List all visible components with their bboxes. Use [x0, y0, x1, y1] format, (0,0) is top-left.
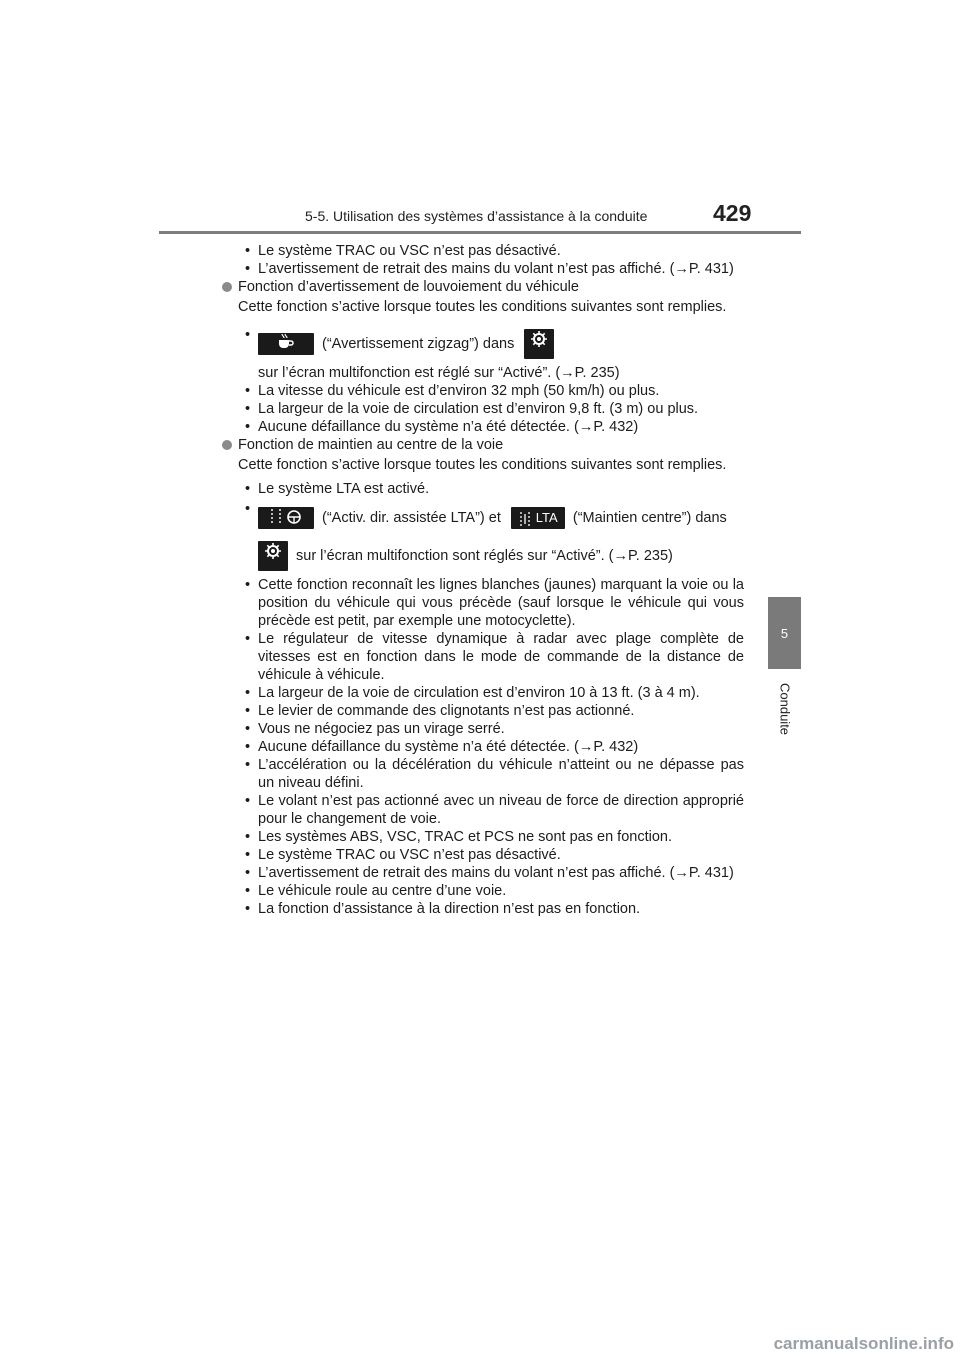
list-item: • Le volant n’est pas actionné avec un niveau de force de direction approprié pour le changement de voie.: [238, 792, 744, 828]
list-item: • Le système LTA est activé.: [238, 480, 744, 498]
list-item: • Aucune défaillance du système n’a été détectée. (→P. 432): [238, 418, 744, 436]
list-item: • Le levier de commande des clignotants n’est pas actionné.: [238, 702, 744, 720]
list-item: • L’avertissement de retrait des mains du volant n’est pas affiché. (→P. 431): [238, 864, 744, 882]
lta-steering-assist-icon: [258, 507, 314, 529]
list-item: • Le système TRAC ou VSC n’est pas désactivé.: [238, 846, 744, 864]
settings-gear-icon: [524, 329, 554, 359]
list-item: • La fonction d’assistance à la direction n’est pas en fonction.: [238, 900, 744, 918]
list-item: • Aucune défaillance du système n’a été détectée. (→P. 432): [238, 738, 744, 756]
icon-item-text-2: sur l’écran multifonction est réglé sur “Activé”. (→P. 235): [258, 365, 620, 381]
icon-item-text-1: • (“Activ. dir. assistée LTA”) et: [322, 510, 501, 526]
settings-gear-icon: [258, 541, 288, 571]
list-item: • La largeur de la voie de circulation est d’environ 9,8 ft. (3 m) ou plus.: [238, 400, 744, 418]
list-item: • Les systèmes ABS, VSC, TRAC et PCS ne sont pas en fonction.: [238, 828, 744, 846]
list-item: • Le régulateur de vitesse dynamique à radar avec plage complète de vitesses est en fonction dans le mode de commande de la distance de véhicule à véhicule.: [238, 630, 744, 684]
section-heading: Fonction d’avertissement de louvoiement du véhicule: [222, 278, 744, 296]
section-intro: Cette fonction s’active lorsque toutes les conditions suivantes sont remplies.: [238, 457, 727, 473]
coffee-cup-icon: [258, 333, 314, 355]
lta-centering-icon: [511, 507, 565, 529]
chapter-tab[interactable]: 5: [768, 597, 801, 669]
section-intro: Cette fonction s’active lorsque toutes les conditions suivantes sont remplies.: [238, 299, 727, 315]
lta-label: LTA: [535, 510, 558, 525]
list-item-icons: [238, 500, 744, 536]
list-item: • L’accélération ou la décélération du véhicule n’atteint ou ne dépasse pas un niveau défini.: [238, 756, 744, 792]
page-number: 429: [713, 200, 752, 226]
chapter-label: Conduite: [777, 683, 793, 736]
watermark-link[interactable]: carmanualsonline.info: [773, 1334, 954, 1353]
list-item: • Le véhicule roule au centre d’une voie.: [238, 882, 744, 900]
list-item: • Cette fonction reconnaît les lignes blanches (jaunes) marquant la voie ou la position du véhicule qui vous précède (sauf lorsque le véhicule qui vous précède est petit, par exemple une motocyclette).: [238, 576, 744, 630]
header-title: 5-5. Utilisation des systèmes d’assistance à la conduite: [305, 208, 648, 224]
icon-item-text-3: sur l’écran multifonction sont réglés sur “Activé”. (→P. 235): [296, 548, 673, 564]
list-item: • Vous ne négociez pas un virage serré.: [238, 720, 744, 738]
list-item: • La vitesse du véhicule est d’environ 32 mph (50 km/h) ou plus.: [238, 382, 744, 400]
icon-item-text-2: (“Maintien centre”) dans: [572, 510, 727, 526]
page-content: [238, 242, 744, 918]
list-item-icons: [238, 326, 744, 382]
list-item: • L’avertissement de retrait des mains du volant n’est pas affiché. (→P. 431): [238, 260, 744, 278]
section-heading: Fonction de maintien au centre de la voie: [222, 436, 744, 454]
icon-item-text-1: • (“Avertissement zigzag”) dans: [322, 336, 515, 352]
list-item: • Le système TRAC ou VSC n’est pas désactivé.: [238, 242, 744, 260]
header-rule: [159, 231, 801, 234]
list-item: • La largeur de la voie de circulation est d’environ 10 à 13 ft. (3 à 4 m).: [238, 684, 744, 702]
